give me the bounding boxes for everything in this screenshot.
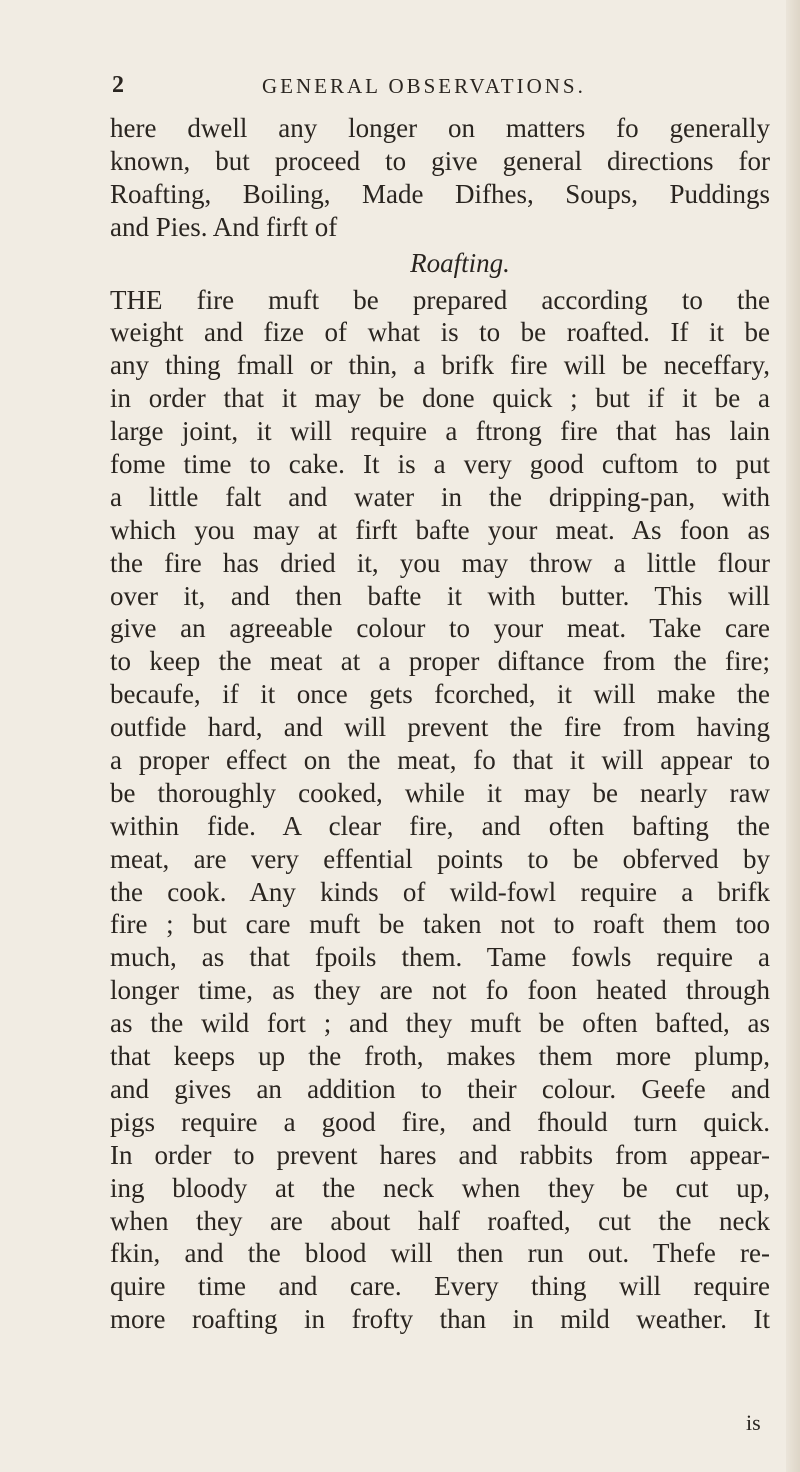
text-line: THE fire muft be prepared according to the [110,284,770,315]
text-line: Roafting, Boiling, Made Difhes, Soups, Puddings [110,178,770,209]
text-line: to keep the meat at a proper diftance from the fire; [110,646,770,677]
text-line: fkin, and the blood will then run out. Thefe re- [110,1238,770,1269]
running-head: GENERAL OBSERVATIONS. [262,74,586,98]
text-line: becaufe, if it once gets fcorched, it will make the [110,679,770,710]
text-line: when they are about half roafted, cut the neck [110,1205,770,1236]
text-line: over it, and then bafte it with butter. This will [110,580,770,611]
text-line: fome time to cake. It is a very good cuftom to put [110,449,770,480]
text-line: more roafting in frofty than in mild weather. It [110,1304,770,1335]
text-line: the cook. Any kinds of wild-fowl require a brifk [110,876,770,907]
text-line: any thing fmall or thin, a brifk fire will be neceffary, [110,350,770,381]
page-edge [786,0,800,1472]
text-line: be thoroughly cooked, while it may be nearly raw [110,777,770,808]
text-line: In order to prevent hares and rabbits from appear- [110,1139,770,1170]
text-line: in order that it may be done quick ; but if it be a [110,383,770,414]
page-number: 2 [112,72,124,98]
text-line: as the wild fort ; and they muft be often bafted, as [110,1008,770,1039]
text-line: known, but proceed to give general directions for [110,145,770,176]
text-line: pigs require a good fire, and fhould turn quick. [110,1106,770,1137]
text-block [110,112,770,1336]
text-line: within fide. A clear fire, and often bafting the [110,810,770,841]
text-line: large joint, it will require a ftrong fire that has lain [110,416,770,447]
text-line: and gives an addition to their colour. Geefe and [110,1073,770,1104]
text-line: the fire has dried it, you may throw a little flour [110,547,770,578]
text-line: that keeps up the froth, makes them more plump, [110,1041,770,1072]
text-line: much, as that fpoils them. Tame fowls require a [110,942,770,973]
text-line: longer time, as they are not fo foon heated through [110,975,770,1006]
text-line: meat, are very effential points to be obferved by [110,843,770,874]
text-line: ing bloody at the neck when they be cut up, [110,1172,770,1203]
text-line: quire time and care. Every thing will require [110,1271,770,1302]
text-line: fire ; but care muft be taken not to roaft them too [110,909,770,940]
section-heading: Roafting. [410,247,510,278]
text-line: and Pies. And firft of [110,211,338,242]
text-line: give an agreeable colour to your meat. Take care [110,613,770,644]
catchword: is [746,1410,761,1435]
text-line: which you may at firft bafte your meat. As foon as [110,514,770,545]
page-header [112,72,732,112]
text-line: weight and fize of what is to be roafted. If it be [110,317,770,348]
text-line: here dwell any longer on matters fo generally [110,113,770,143]
text-line: a proper effect on the meat, fo that it will appear to [110,745,770,776]
text-line: a little falt and water in the dripping-pan, with [110,481,770,512]
text-line: outfide hard, and will prevent the fire from having [110,712,770,743]
